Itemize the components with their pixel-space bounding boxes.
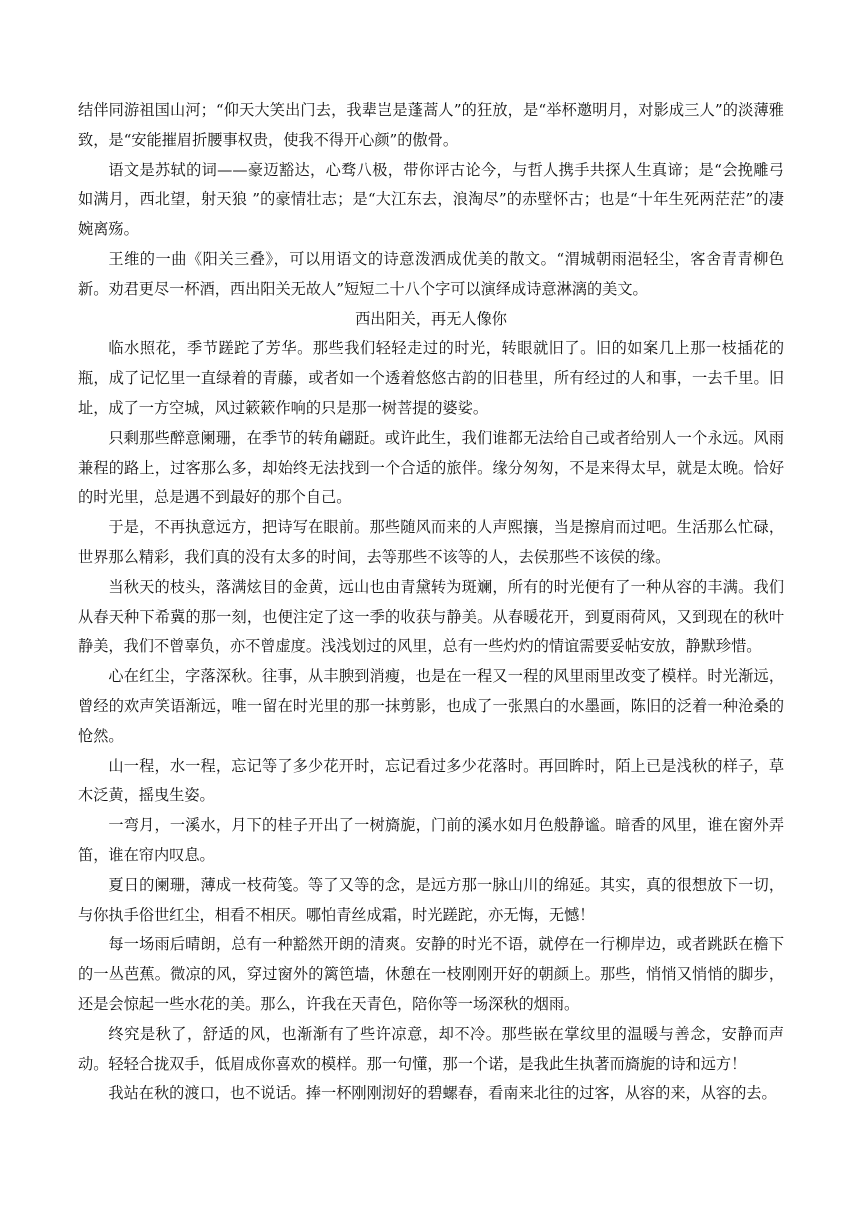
essay-title: 西出阳关，再无人像你 [355,309,507,328]
paragraph: 于是，不再执意远方，把诗写在眼前。那些随风而来的人声熙攘，当是擦肩而过吧。生活那么忙碌，世界那么精彩，我们真的没有太多的时间，去等那些不该等的人，去侯那些不该侯的缘。 [78,518,784,566]
paragraph: 当秋天的枝头，落满炫目的金黄，远山也由青黛转为斑斓，所有的时光便有了一种从容的丰满。我们从春天种下希冀的那一刻，也便注定了这一季的收获与静美。从春暖花开，到夏雨荷风，又到现在的秋叶静美，我们不曾辜负，亦不曾虚度。浅浅划过的风里，总有一些灼灼的情谊需要妥帖安放，静默珍惜。 [78,577,784,656]
paragraph: 我站在秋的渡口，也不说话。捧一杯刚刚沏好的碧螺春，看南来北往的过客，从容的来，从容的去。 [108,1084,777,1103]
paragraph-li-bai-continuation: 结伴同游祖国山河；“仰天大笑出门去，我辈岂是蓬蒿人”的狂放，是“举杯邀明月，对影成三人”的淡薄雅致，是“安能摧眉折腰事权贵，使我不得开心颜”的傲骨。 [78,101,784,149]
paragraph: 山一程，水一程，忘记等了多少花开时，忘记看过多少花落时。再回眸时，陌上已是浅秋的样子，草木泛黄，摇曳生姿。 [78,756,784,805]
paragraph: 夏日的阑珊，薄成一枝荷笺。等了又等的念，是远方那一脉山川的绵延。其实，真的很想放下一切，与你执手俗世红尘，相看不相厌。哪怕青丝成霜，时光蹉跎，亦无悔，无憾！ [78,875,784,924]
paragraph: 一弯月，一溪水，月下的桂子开出了一树旖旎，门前的溪水如月色般静谧。暗香的风里，谁在窗外弄笛，谁在帘内叹息。 [78,816,784,864]
paragraph: 终究是秋了，舒适的风，也渐渐有了些许凉意，却不冷。那些嵌在掌纹里的温暖与善念，安静而声动。轻轻合拢双手，低眉成你喜欢的模样。那一句懂，那一个诺，是我此生执著而旖旎的诗和远方！ [78,1024,784,1073]
paragraph: 临水照花，季节蹉跎了芳华。那些我们轻轻走过的时光，转眼就旧了。旧的如案几上那一枝插花的瓶，成了记忆里一直绿着的青藤，或者如一个透着悠悠古韵的旧巷里，所有经过的人和事，一去千里。旧址，成了一方空城，风过簌簌作响的只是那一树菩提的婆娑。 [78,339,784,417]
paragraph-su-shi: 语文是苏轼的词——豪迈豁达，心骛八极，带你评古论今，与哲人携手共探人生真谛；是“会挽雕弓如满月，西北望，射天狼 ”的豪情壮志；是“大江东去，浪淘尽”的赤壁怀古；也是“十年生死两茫茫”的凄婉离殇。 [78,160,784,239]
document-body [78,96,784,1109]
paragraph: 只剩那些醉意阑珊，在季节的转角翩跹。或许此生，我们谁都无法给自己或者给别人一个永远。风雨兼程的路上，过客那么多，却始终无法找到一个合适的旅伴。缘分匆匆，不是来得太早，就是太晚。恰好的时光里，总是遇不到最好的那个自己。 [78,428,784,507]
paragraph: 每一场雨后晴朗，总有一种豁然开朗的清爽。安静的时光不语，就停在一行柳岸边，或者跳跃在檐下的一丛芭蕉。微凉的风，穿过窗外的篱笆墙，休憩在一枝刚刚开好的朝颜上。那些，悄悄又悄悄的脚步，还是会惊起一些水花的美。那么，许我在天青色，陪你等一场深秋的烟雨。 [78,935,784,1013]
paragraph: 心在红尘，字落深秋。往事，从丰腴到消瘦，也是在一程又一程的风里雨里改变了模样。时光渐远，曾经的欢声笑语渐远，唯一留在时光里的那一抹剪影，也成了一张黑白的水墨画，陈旧的泛着一种沧桑的怆然。 [78,667,784,745]
paragraph-wang-wei: 王维的一曲《阳关三叠》，可以用语文的诗意泼洒成优美的散文。“渭城朝雨浥轻尘，客舍青青柳色新。劝君更尽一杯酒，西出阳关无故人”短短二十八个字可以演绎成诗意淋漓的美文。 [78,249,784,298]
